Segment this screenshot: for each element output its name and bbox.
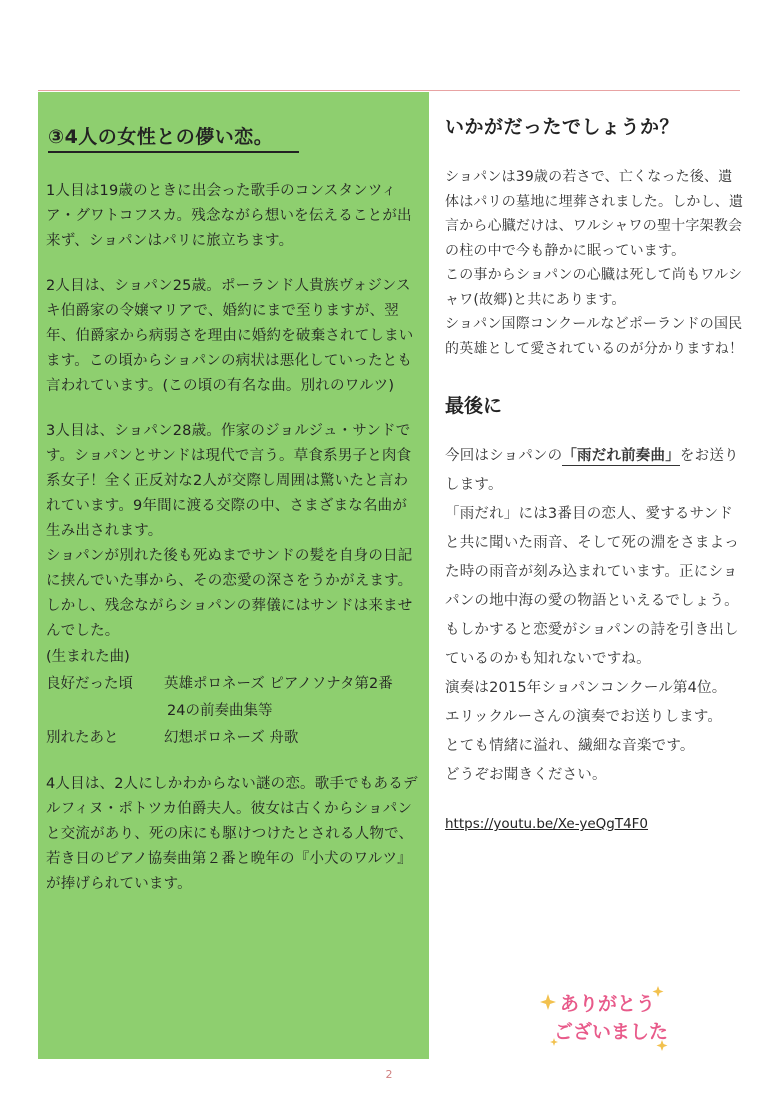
song-title: 「雨だれ前奏曲」 xyxy=(562,448,680,464)
youtube-link[interactable]: https://youtu.be/Xe-yeQgT4F0 xyxy=(445,816,649,832)
songs-list xyxy=(46,644,421,752)
heading-how-was-it: いかがだったでしょうか？ xyxy=(445,116,680,138)
right-column xyxy=(445,112,745,832)
paragraph-third-woman-cont: ショパンが別れた後も死ぬまでサンドの髪を自身の日記に挟んでいた事から、その恋愛の深さをうかがえます。しかし、残念ながらショパンの葬儀にはサンドは来ませんでした。 xyxy=(46,548,413,639)
song-row: 良好だった頃 英雄ポロネーズ ピアノソナタ第2番 xyxy=(46,676,393,692)
paragraph-first-woman: 1人目は19歳のときに出会った歌手のコンスタンツィア・グワトコフスカ。残念ながら想いを伝えることが出来ず、ショパンはパリに旅立ちます。 xyxy=(46,183,412,249)
paragraph-maybe: もしかすると恋愛がショパンの詩を引き出しているのかも知れないですね。 xyxy=(445,622,739,667)
songs-heading: (生まれた曲) xyxy=(46,649,130,665)
paragraph-eric-lu: エリックルーさんの演奏でお送りします。 xyxy=(445,709,723,725)
paragraph-please-listen: どうぞお聞きください。 xyxy=(445,767,607,783)
top-divider xyxy=(38,90,740,91)
paragraph-second-woman: 2人目は、ショパン25歳。ポーランド人貴族ヴォジンスキ伯爵家の令嬢マリアで、婚約にまで至りますが、翌年、伯爵家から病弱さを理由に婚約を破棄されてしまいます。この頃からショパンの病状は悪化していったとも言われています。(この頃の有名な曲。別れのワルツ) xyxy=(46,278,414,394)
section-title: ③4人の女性との儚い恋。 xyxy=(48,122,299,153)
paragraph-emotional: とても情緒に溢れ、繊細な音楽です。 xyxy=(445,738,695,754)
paragraph-hero: ショパン国際コンクールなどポーランドの国民的英雄として愛されているのが分かりますね！ xyxy=(445,316,744,357)
paragraph-death: ショパンは39歳の若さで、亡くなった後、遺体はパリの墓地に埋葬されました。しかし、遺言から心臓だけは、ワルシャワの聖十字架教会の柱の中で今も静かに眠っています。 xyxy=(445,169,744,259)
stamp-line-2: ございました xyxy=(554,1021,669,1043)
page-number: 2 xyxy=(385,1068,393,1081)
paragraph-raindrop: 「雨だれ」には3番目の恋人、愛するサンドと共に聞いた雨音、そして死の淵をさまよった時の雨音が刻み込まれています。正にショパンの地中海の愛の物語といえるでしょう。 xyxy=(445,506,739,609)
paragraph-fourth-woman: 4人目は、2人にしかわからない謎の恋。歌手でもあるデルフィヌ・ポトツカ伯爵夫人。彼女は古くからショパンと交流があり、死の床にも駆けつけたとされる人物で、若き日のピアノ協奏曲第２番と晩年の『小犬のワルツ』が捧げられています。 xyxy=(46,776,418,892)
heading-finally: 最後に xyxy=(445,395,503,417)
left-panel xyxy=(38,92,429,1059)
song-row: 24の前奏曲集等 xyxy=(167,703,273,719)
paragraph-intro: 今回はショパンの「雨だれ前奏曲」をお送りします。 xyxy=(445,448,739,493)
paragraph-heart: この事からショパンの心臓は死して尚もワルシャワ(故郷)と共にあります。 xyxy=(445,267,743,308)
paragraph-third-woman: 3人目は、ショパン28歳。作家のジョルジュ・サンドです。ショパンとサンドは現代で言う。草食系男子と肉食系女子！全く正反対な2人が交際し周囲は驚いたと言われています。9年間に渡る交際の中、さまざまな名曲が生み出されます。 xyxy=(46,423,412,539)
thank-you-stamp xyxy=(540,980,670,1052)
paragraph-performance: 演奏は2015年ショパンコンクール第4位。 xyxy=(445,680,727,696)
song-row: 別れたあと 幻想ポロネーズ 舟歌 xyxy=(46,730,299,746)
stamp-line-1: ありがとう xyxy=(560,993,656,1015)
